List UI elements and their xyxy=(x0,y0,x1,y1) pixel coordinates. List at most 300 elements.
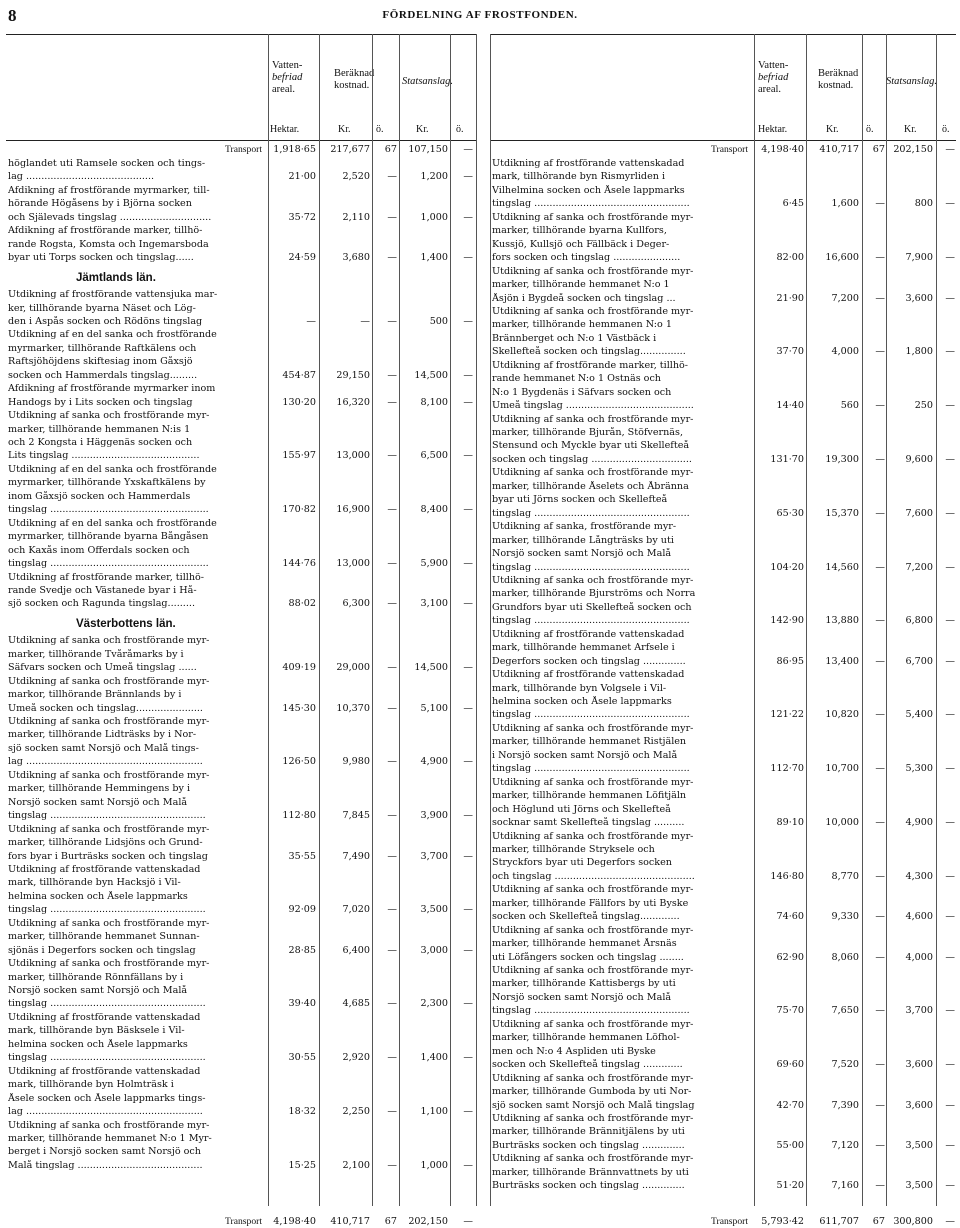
text-line xyxy=(490,1180,748,1192)
entry-text-line: Norsjö socken samt Norsjö och Malå xyxy=(492,991,672,1003)
entry-text-line: mark, tillhörande byn Holmträsk i xyxy=(8,1079,174,1091)
area-value: 86·95 xyxy=(776,655,804,667)
entry-text-line: tingslag ................................................... xyxy=(492,709,690,721)
entry-text-line: Lits tingslag .......................................... xyxy=(8,450,200,462)
text-line xyxy=(6,998,262,1010)
entry-text-line: tingslag ................................................... xyxy=(8,810,206,822)
area-value: 14·40 xyxy=(776,400,804,412)
grant-kronor: 4,900 xyxy=(420,756,448,768)
column-rule xyxy=(372,34,373,1206)
entry-text-line: Norsjö socken samt Norsjö och Malå xyxy=(8,796,188,808)
area-value: 126·50 xyxy=(282,756,316,768)
text-line xyxy=(6,729,262,741)
cost-ore: — xyxy=(387,850,397,862)
entry-text-line: Brännberget och N:o 1 Västbäck i xyxy=(492,332,657,344)
text-line xyxy=(490,1113,748,1125)
area-value: 104·20 xyxy=(770,561,804,573)
text-line xyxy=(6,437,262,449)
area-value: 69·60 xyxy=(776,1059,804,1071)
entry-text-line: socken och Hammerdals tingslag......... xyxy=(8,369,198,381)
text-line xyxy=(6,1133,262,1145)
entry-text-line: höglandet uti Ramsele socken och tings- xyxy=(8,158,206,169)
text-line xyxy=(6,743,262,755)
text-line xyxy=(6,598,262,610)
cost-kronor: 29,150 xyxy=(336,369,370,381)
text-line xyxy=(490,427,748,439)
cost-column-header: Beräknad kostnad. xyxy=(334,68,375,91)
area-value: 82·00 xyxy=(776,252,804,264)
text-line xyxy=(490,804,748,816)
entry-text-line: ker, tillhörande byarna Näset och Lög- xyxy=(8,302,196,314)
cost-ore: — xyxy=(387,1106,397,1118)
grant-ore: — xyxy=(463,1216,473,1227)
cost-ore: — xyxy=(875,951,885,963)
entry-text-line: rande Svedje och Västanede byar i Hå- xyxy=(8,584,197,596)
text-line xyxy=(490,750,748,762)
grant-kronor: 1,000 xyxy=(420,1159,448,1171)
entry-text-line: fors socken och tingslag ...................... xyxy=(492,252,681,264)
grant-ore: — xyxy=(463,252,473,264)
text-line xyxy=(6,649,262,661)
cost-ore: — xyxy=(875,1059,885,1071)
entry-text-line: marker, tillhörande Rönnfällans by i xyxy=(8,971,184,983)
text-line xyxy=(6,370,262,382)
area-value: 130·20 xyxy=(282,396,316,408)
entry-text-line: mark, tillhörande hemmanet Arfsele i xyxy=(492,642,675,654)
entry-text-line: Stryckfors byar uti Degerfors socken xyxy=(492,857,672,869)
text-line xyxy=(6,824,262,836)
grant-kronor: 7,900 xyxy=(905,252,933,264)
text-line xyxy=(6,904,262,916)
cost-kronor: 6,300 xyxy=(342,598,370,610)
grant-kronor: 3,700 xyxy=(420,850,448,862)
cost-ore: — xyxy=(875,561,885,573)
cost-kronor: 16,320 xyxy=(336,396,370,408)
area-column-header: Vatten- befriad areal. xyxy=(272,60,303,95)
grant-kronor: 1,400 xyxy=(420,252,448,264)
entry-text-line: Utdikning af en del sanka och frostförande xyxy=(8,329,217,341)
text-line xyxy=(6,1160,262,1172)
entry-text-line: socken och tingslag ................................. xyxy=(492,453,692,465)
text-line xyxy=(6,958,262,970)
text-line xyxy=(6,703,262,715)
grant-ore: — xyxy=(945,763,955,775)
cost-ore: 67 xyxy=(872,1216,885,1227)
column-rule xyxy=(268,34,269,1206)
text-line xyxy=(6,810,262,822)
entry-text-line: Burträsks socken och tingslag .............. xyxy=(492,1139,685,1151)
area-value: 454·87 xyxy=(282,369,316,381)
grant-ore: — xyxy=(463,998,473,1010)
entry-text-line: och Höglund uti Jörns och Skellefteå xyxy=(492,803,671,815)
grant-kronor: 107,150 xyxy=(408,144,448,155)
grant-ore: — xyxy=(945,1005,955,1017)
cost-kronor: 14,560 xyxy=(825,561,859,573)
text-line xyxy=(6,289,262,301)
entry-text-line: Åsjön i Bygdeå socken och tingslag ... xyxy=(492,292,676,304)
cost-kronor: 10,000 xyxy=(825,817,859,829)
cost-ore: — xyxy=(875,655,885,667)
text-line xyxy=(490,333,748,345)
entry-text-line: Afdikning af frostförande myrmarker inom xyxy=(8,383,216,395)
entry-text-line: inom Gåxsjö socken och Hammerdals xyxy=(8,490,191,502)
grant-kronor: 6,500 xyxy=(420,450,448,462)
entry-text-line: marker, tillhörande Stryksele och xyxy=(492,843,655,855)
cost-kronor: 410,717 xyxy=(330,1216,370,1227)
text-line xyxy=(490,306,748,318)
area-value: 4,198·40 xyxy=(761,144,804,155)
cost-kronor: 2,520 xyxy=(342,171,370,183)
grant-ore: — xyxy=(945,951,955,963)
cost-kronor: 7,520 xyxy=(831,1059,859,1071)
grant-ore: — xyxy=(945,655,955,667)
grant-kronor: 800 xyxy=(914,198,933,210)
grant-ore: — xyxy=(463,396,473,408)
grant-kronor: 5,300 xyxy=(905,763,933,775)
text-line xyxy=(490,387,748,399)
entry-text-line: lag .......................................................... xyxy=(8,756,203,768)
text-line xyxy=(6,545,262,557)
cost-ore: — xyxy=(875,400,885,412)
text-line xyxy=(490,965,748,977)
cost-kronor: 8,060 xyxy=(831,951,859,963)
right-column xyxy=(490,34,956,1227)
text-line xyxy=(6,1025,262,1037)
entry-text-line: marker, tillhörande Lidsjöns och Grund- xyxy=(8,837,203,849)
entry-text-line: marker, tillhörande hemmanet N:o 1 Myr- xyxy=(8,1132,212,1144)
text-line xyxy=(490,373,748,385)
entry-text-line: rande Rogsta, Komsta och Ingemarsboda xyxy=(8,238,209,250)
area-column-header: Vatten- befriad areal. xyxy=(758,60,789,95)
text-line xyxy=(490,1059,748,1071)
cost-kronor: 7,490 xyxy=(342,850,370,862)
cost-ore: — xyxy=(875,198,885,210)
grant-kronor: 4,300 xyxy=(905,870,933,882)
top-rule xyxy=(6,34,477,35)
entry-text-line: marker, tillhörande Långträsks by uti xyxy=(492,534,674,546)
entry-text-line: Utdikning af sanka och frostförande myr- xyxy=(492,830,694,842)
area-value: 409·19 xyxy=(282,662,316,674)
area-value: 30·55 xyxy=(288,1052,316,1064)
section-heading: Jämtlands län. xyxy=(76,271,156,284)
entry-text-line: tingslag ................................................... xyxy=(8,904,206,916)
cost-ore: — xyxy=(387,396,397,408)
text-line xyxy=(6,410,262,422)
grant-ore: — xyxy=(463,504,473,516)
entry-text-line: N:o 1 Bygdenäs i Säfvars socken och xyxy=(492,386,672,398)
text-line xyxy=(6,585,262,597)
entry-text-line: den i Aspås socken och Rödöns tingslag xyxy=(8,315,203,327)
grant-ore: — xyxy=(945,615,955,627)
grant-kronor: 7,200 xyxy=(905,561,933,573)
entry-text-line: marker, tillhörande Brännitjälens by uti xyxy=(492,1126,685,1138)
area-value: 62·90 xyxy=(776,951,804,963)
area-value: 24·59 xyxy=(288,252,316,264)
text-line xyxy=(490,777,748,789)
cost-kronor: 7,650 xyxy=(831,1005,859,1017)
entry-text-line: berget i Norsjö socken samt Norsjö och xyxy=(8,1146,201,1158)
entry-text-line: Utdikning af sanka och frostförande myr- xyxy=(8,410,210,422)
entry-text-line: Burträsks socken och tingslag .............. xyxy=(492,1180,685,1192)
entry-text-line: sjö socken samt Norsjö och Malå tings- xyxy=(8,742,199,754)
text-line xyxy=(490,548,748,560)
entry-text-line: Norsjö socken samt Norsjö och Malå xyxy=(8,985,188,996)
area-value: — xyxy=(306,315,316,327)
entry-text-line: mark, tillhörande byn Volgsele i Vil- xyxy=(492,682,667,694)
entry-text-line: Afdikning af frostförande myrmarker, till- xyxy=(8,184,210,196)
text-line xyxy=(6,212,262,224)
grant-kronor: 3,000 xyxy=(420,944,448,956)
text-line xyxy=(6,397,262,409)
text-line xyxy=(490,790,748,802)
grant-ore: — xyxy=(463,369,473,381)
cost-kronor: 8,770 xyxy=(831,870,859,882)
text-line xyxy=(490,521,748,533)
area-value: 4,198·40 xyxy=(273,1216,316,1227)
entry-text-line: marker, tillhörande hemmanet Årsnäs xyxy=(492,938,677,950)
grant-ore: — xyxy=(945,1099,955,1111)
cost-ore: — xyxy=(387,702,397,714)
cost-kronor: 9,980 xyxy=(342,756,370,768)
grant-ore: — xyxy=(463,850,473,862)
entry-text-line: mark, tillhörande byn Hacksjö i Vil- xyxy=(8,877,181,889)
cost-kronor: 1,600 xyxy=(831,198,859,210)
text-line xyxy=(6,464,262,476)
grant-ore: — xyxy=(463,944,473,956)
entry-text-line: Utdikning af frostförande marker, tillhö- xyxy=(8,571,205,583)
entry-text-line: Umeå tingslag .......................................... xyxy=(492,400,694,412)
entry-text-line: tingslag ................................................... xyxy=(492,561,690,573)
entry-text-line: Utdikning af frostförande vattenskadad xyxy=(492,669,685,681)
text-line xyxy=(490,615,748,627)
text-line xyxy=(490,642,748,654)
grant-ore: — xyxy=(945,346,955,358)
cost-ore: — xyxy=(875,1005,885,1017)
area-value: 28·85 xyxy=(288,944,316,956)
cost-kronor: 10,820 xyxy=(825,709,859,721)
grant-ore: — xyxy=(463,211,473,223)
cost-ore: — xyxy=(875,709,885,721)
cost-kronor: 7,020 xyxy=(342,904,370,916)
header-rule xyxy=(6,140,477,141)
text-line xyxy=(490,198,748,210)
grant-kronor: 7,600 xyxy=(905,507,933,519)
text-line xyxy=(490,185,748,197)
entry-text-line: markor, tillhörande Brännlands by i xyxy=(8,689,182,701)
grant-ore: — xyxy=(945,198,955,210)
cost-kronor: 13,000 xyxy=(336,558,370,570)
grant-ore: — xyxy=(463,662,473,674)
text-line xyxy=(490,440,748,452)
text-line xyxy=(490,884,748,896)
grant-ore: — xyxy=(945,1139,955,1151)
text-line xyxy=(6,356,262,368)
entry-text-line: och tingslag .............................................. xyxy=(492,870,695,882)
grant-ore: — xyxy=(463,904,473,916)
area-value: 35·55 xyxy=(288,850,316,862)
grant-kronor: 1,000 xyxy=(420,211,448,223)
text-line xyxy=(490,508,748,520)
cost-ore: — xyxy=(387,504,397,516)
entry-text-line: marker, tillhörande Kattisbergs by uti xyxy=(492,978,676,990)
entry-text-line: Utdikning af sanka och frostförande myr- xyxy=(8,917,210,929)
entry-text-line: Grundfors byar uti Skellefteå socken och xyxy=(492,601,692,613)
cost-kronor: 6,400 xyxy=(342,944,370,956)
grant-kronor: 3,600 xyxy=(905,1099,933,1111)
entry-text-line: Utdikning af en del sanka och frostförande xyxy=(8,463,217,475)
cost-ore: — xyxy=(875,453,885,465)
cost-kronor: 7,200 xyxy=(831,292,859,304)
transport-label: Transport xyxy=(711,144,748,155)
cost-kronor: 7,160 xyxy=(831,1180,859,1192)
text-line xyxy=(490,857,748,869)
entry-text-line: lag .......................................................... xyxy=(8,1106,203,1118)
text-line xyxy=(6,198,262,210)
entry-text-line: marker, tillhörande Tvåråmarks by i xyxy=(8,648,184,660)
grant-ore: — xyxy=(463,1106,473,1118)
entry-text-line: men och N:o 4 Aspliden uti Byske xyxy=(492,1045,656,1057)
entry-text-line: Degerfors socken och tingslag .............. xyxy=(492,655,686,667)
text-line xyxy=(490,1167,748,1179)
entry-text-line: socken och Skellefteå tingslag............. xyxy=(492,911,680,923)
area-value: 92·09 xyxy=(288,904,316,916)
column-rule xyxy=(450,34,451,1206)
entry-text-line: Utdikning af sanka och frostförande myr- xyxy=(8,823,210,835)
text-line xyxy=(490,346,748,358)
area-value: 170·82 xyxy=(282,504,316,516)
cost-ore: — xyxy=(875,763,885,775)
text-line xyxy=(6,985,262,997)
text-line xyxy=(6,676,262,688)
cost-ore: — xyxy=(875,507,885,519)
entry-text-line: hörande Högåsens by i Björna socken xyxy=(8,198,192,210)
area-value: 51·20 xyxy=(776,1180,804,1192)
cost-kronor: 611,707 xyxy=(819,1216,859,1227)
cost-ore: — xyxy=(387,211,397,223)
text-line xyxy=(490,1005,748,1017)
entry-text-line: sjö socken samt Norsjö och Malå tingslag xyxy=(492,1099,695,1111)
entry-text-line: Utdikning af en del sanka och frostförande xyxy=(8,517,217,529)
text-line xyxy=(490,454,748,466)
text-line xyxy=(490,1019,748,1031)
units-row: Hektar. Kr. ö. Kr. ö. xyxy=(270,124,464,135)
text-line xyxy=(490,171,748,183)
text-line xyxy=(490,494,748,506)
text-line xyxy=(490,252,748,264)
area-value: 42·70 xyxy=(776,1099,804,1111)
text-line xyxy=(6,239,262,251)
entry-text-line: tingslag .................................................... xyxy=(8,504,209,516)
area-value: 55·00 xyxy=(776,1139,804,1151)
entry-text-line: marker, tillhörande Hemmingens by i xyxy=(8,783,191,795)
text-line xyxy=(490,763,748,775)
text-line xyxy=(6,770,262,782)
grant-kronor: 4,900 xyxy=(905,817,933,829)
cost-kronor: 10,700 xyxy=(825,763,859,775)
entry-text-line: marker, tillhörande Gumboda by uti Nor- xyxy=(492,1086,692,1098)
text-line xyxy=(6,1106,262,1118)
text-line xyxy=(6,635,262,647)
entry-text-line: marker, tillhörande hemmanen Löfitjäln xyxy=(492,790,687,802)
column-rule xyxy=(399,34,400,1206)
text-line xyxy=(490,266,748,278)
cost-ore: — xyxy=(387,904,397,916)
entry-text-line: Umeå socken och tingslag...................... xyxy=(8,702,203,714)
entry-text-line: tingslag ................................................... xyxy=(492,1005,690,1017)
entry-text-line: helmina socken och Åsele lappmarks xyxy=(8,890,188,902)
entry-text-line: marker, tillhörande hemmanen N:is 1 xyxy=(8,423,191,435)
text-line xyxy=(490,871,748,883)
cost-ore: — xyxy=(875,346,885,358)
grant-kronor: 14,500 xyxy=(414,369,448,381)
text-line xyxy=(490,360,748,372)
transport-label: Transport xyxy=(225,144,262,155)
text-line xyxy=(490,158,748,170)
grant-kronor: 9,600 xyxy=(905,453,933,465)
text-line xyxy=(6,837,262,849)
text-line xyxy=(6,1120,262,1132)
grant-ore: — xyxy=(463,756,473,768)
entry-text-line: tingslag ................................................... xyxy=(8,1052,206,1064)
cost-ore: — xyxy=(387,998,397,1010)
grant-kronor: 4,000 xyxy=(905,951,933,963)
grant-kronor: 300,800 xyxy=(893,1216,933,1227)
entry-text-line: uti Löfångers socken och tingslag ........ xyxy=(492,951,684,963)
grant-ore: — xyxy=(945,507,955,519)
cost-kronor: 217,677 xyxy=(330,144,370,155)
entry-text-line: rande hemmanet N:o 1 Ostnäs och xyxy=(492,373,661,385)
grant-ore: — xyxy=(945,709,955,721)
entry-text-line: Utdikning af frostförande vattenskadad xyxy=(492,628,685,640)
area-value: 75·70 xyxy=(776,1005,804,1017)
grant-ore: — xyxy=(463,702,473,714)
grant-kronor: 3,100 xyxy=(420,598,448,610)
grant-kronor: 3,700 xyxy=(905,1005,933,1017)
entry-text-line: Utdikning af sanka och frostförande myr- xyxy=(8,769,210,781)
entry-text-line: marker, tillhörande Fällfors by uti Byske xyxy=(492,897,689,909)
entry-text-line: Utdikning af frostförande vattensjuka mar- xyxy=(8,289,218,301)
text-line xyxy=(6,972,262,984)
text-line xyxy=(490,683,748,695)
entry-text-line: Utdikning af sanka och frostförande myr- xyxy=(492,1072,694,1084)
grant-ore: — xyxy=(945,453,955,465)
text-line xyxy=(490,588,748,600)
text-line xyxy=(490,938,748,950)
text-line xyxy=(6,504,262,516)
area-value: 65·30 xyxy=(776,507,804,519)
entry-text-line: helmina socken och Åsele lappmarks xyxy=(492,696,672,707)
cost-ore: — xyxy=(387,252,397,264)
entry-text-line: Utdikning af sanka och frostförande myr- xyxy=(492,1153,694,1165)
grant-kronor: 1,200 xyxy=(420,171,448,183)
area-value: 6·45 xyxy=(782,198,804,210)
cost-kronor: 4,000 xyxy=(831,346,859,358)
text-line xyxy=(490,1126,748,1138)
text-line xyxy=(490,293,748,305)
entry-text-line: mark, tillhörande byn Bäsksele i Vil- xyxy=(8,1025,185,1037)
grant-ore: — xyxy=(463,598,473,610)
text-line xyxy=(6,343,262,355)
entry-text-line: Skellefteå socken och tingslag............... xyxy=(492,346,686,358)
cost-ore: — xyxy=(387,598,397,610)
text-line xyxy=(490,225,748,237)
grant-ore: — xyxy=(945,400,955,412)
area-value: 18·32 xyxy=(288,1106,316,1118)
text-line xyxy=(6,1066,262,1078)
area-value: 146·80 xyxy=(770,870,804,882)
grant-kronor: 1,400 xyxy=(420,1052,448,1064)
cost-ore: 67 xyxy=(384,1216,397,1227)
